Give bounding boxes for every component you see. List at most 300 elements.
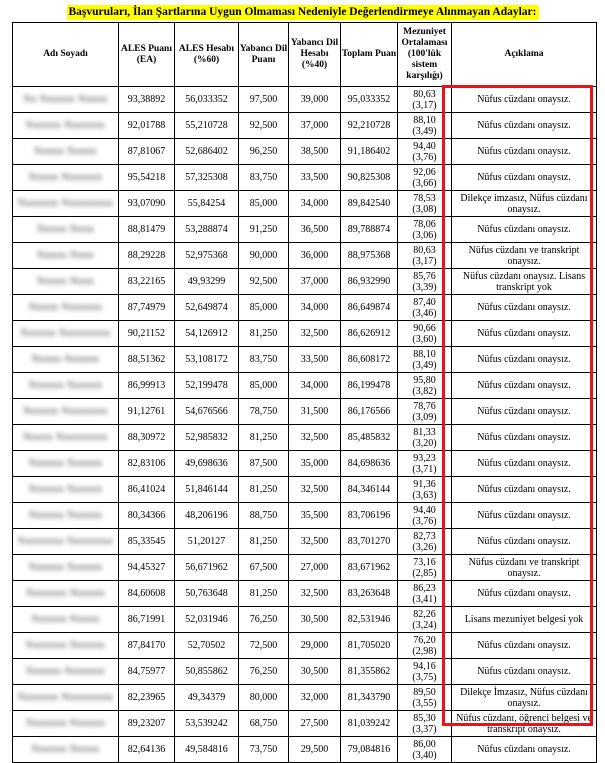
cell-lang: 92,500 (239, 113, 289, 139)
cell-name (13, 529, 119, 555)
cell-name (13, 555, 119, 581)
grad-100: 94,40 (413, 504, 436, 516)
cell-lang-40: 38,500 (289, 139, 341, 165)
cell-note: Nüfus cüzdanı onaysız. Lisans transkript yok (452, 269, 597, 295)
cell-total: 81,343790 (341, 685, 398, 711)
grad-100: 73,16 (413, 556, 436, 568)
header-lang-40: Yabancı Dil Hesabı (%40) (289, 23, 341, 87)
cell-ales-ea: 82,64136 (119, 737, 175, 763)
cell-note: Nüfus cüzdanı onaysız. (452, 425, 597, 451)
cell-lang-40: 34,000 (289, 295, 341, 321)
grad-4: (3,63) (412, 489, 437, 501)
cell-total: 92,210728 (341, 113, 398, 139)
cell-name (13, 347, 119, 373)
cell-note: Nüfus cüzdanı onaysız. (452, 113, 597, 139)
cell-grad (398, 659, 452, 685)
redacted-name: Nnnnn Nnnnnn (31, 354, 100, 365)
cell-lang-40: 36,500 (289, 217, 341, 243)
cell-total: 85,485832 (341, 425, 398, 451)
cell-note: Nüfus cüzdanı onaysız. (452, 529, 597, 555)
cell-lang: 96,250 (239, 139, 289, 165)
cell-total: 83,671962 (341, 555, 398, 581)
cell-ales-ea: 85,33545 (119, 529, 175, 555)
cell-lang: 83,750 (239, 347, 289, 373)
cell-ales-ea: 88,81479 (119, 217, 175, 243)
redacted-name: Nnnnnn Nnnnn (31, 614, 100, 625)
redacted-name: Nnnnnn Nnnnnnn (26, 666, 105, 677)
cell-lang: 85,000 (239, 191, 289, 217)
cell-total: 91,186402 (341, 139, 398, 165)
grad-4: (3,17) (412, 255, 437, 267)
grad-100: 86,23 (413, 582, 436, 594)
cell-lang-40: 33,500 (289, 347, 341, 373)
cell-ales-60: 52,199478 (175, 373, 239, 399)
grad-4: (3,40) (412, 749, 437, 761)
cell-grad (398, 685, 452, 711)
redacted-name: Nnnnn Nnnn (37, 276, 94, 287)
cell-ales-ea: 87,74979 (119, 295, 175, 321)
grad-100: 88,10 (413, 348, 436, 360)
cell-grad (398, 347, 452, 373)
cell-ales-60: 55,210728 (175, 113, 239, 139)
cell-grad (398, 139, 452, 165)
grad-100: 91,36 (413, 478, 436, 490)
cell-ales-60: 53,108172 (175, 347, 239, 373)
grad-4: (3,55) (412, 697, 437, 709)
cell-ales-ea: 88,30972 (119, 425, 175, 451)
cell-lang-40: 39,000 (289, 87, 341, 113)
cell-name (13, 217, 119, 243)
table-row (13, 659, 597, 685)
cell-grad (398, 607, 452, 633)
cell-ales-ea: 93,38892 (119, 87, 175, 113)
grad-100: 89,50 (413, 686, 436, 698)
cell-total: 81,039242 (341, 711, 398, 737)
cell-lang: 81,250 (239, 425, 289, 451)
table-row (13, 217, 597, 243)
cell-note: Nüfus cüzdanı onaysız. (452, 373, 597, 399)
cell-total: 86,649874 (341, 295, 398, 321)
table-row (13, 555, 597, 581)
grad-100: 90,66 (413, 322, 436, 334)
grad-4: (3,76) (412, 515, 437, 527)
cell-name (13, 269, 119, 295)
cell-ales-60: 52,70502 (175, 633, 239, 659)
cell-lang: 85,000 (239, 295, 289, 321)
cell-name (13, 711, 119, 737)
redacted-name: Nnnnn Nnnnn (34, 146, 97, 157)
grad-4: (2,98) (412, 645, 437, 657)
cell-lang: 81,250 (239, 477, 289, 503)
grad-4: (3,41) (412, 593, 437, 605)
redacted-name: Nnnnn Nnnnnnn (28, 302, 103, 313)
cell-ales-60: 50,763648 (175, 581, 239, 607)
cell-grad (398, 269, 452, 295)
cell-ales-ea: 83,22165 (119, 269, 175, 295)
cell-total: 84,698636 (341, 451, 398, 477)
grad-100: 76,20 (413, 634, 436, 646)
redacted-name: Nnnnnn Nnnnnn (28, 484, 103, 495)
cell-lang-40: 33,500 (289, 165, 341, 191)
grad-100: 87,40 (413, 296, 436, 308)
cell-grad (398, 399, 452, 425)
cell-note: Lisans mezuniyet belgesi yok (452, 607, 597, 633)
cell-total: 83,263648 (341, 581, 398, 607)
cell-lang-40: 34,000 (289, 373, 341, 399)
grad-4: (3,60) (412, 333, 437, 345)
cell-lang-40: 32,500 (289, 425, 341, 451)
grad-100: 80,63 (413, 244, 436, 256)
cell-name (13, 425, 119, 451)
grad-100: 94,40 (413, 140, 436, 152)
header-note: Açıklama (452, 23, 597, 87)
cell-ales-ea: 91,12761 (119, 399, 175, 425)
cell-lang: 78,750 (239, 399, 289, 425)
cell-ales-60: 50,855862 (175, 659, 239, 685)
grad-4: (3,46) (412, 307, 437, 319)
table-row (13, 529, 597, 555)
cell-lang-40: 27,500 (289, 711, 341, 737)
cell-lang: 83,750 (239, 165, 289, 191)
grad-100: 94,16 (413, 660, 436, 672)
cell-total: 90,825308 (341, 165, 398, 191)
cell-grad (398, 503, 452, 529)
cell-grad (398, 165, 452, 191)
redacted-name: Nnnnnn Nnnnnnn (26, 120, 105, 131)
table-row (13, 451, 597, 477)
cell-lang-40: 32,500 (289, 529, 341, 555)
cell-note: Nüfus cüzdanı ve transkript onaysız. (452, 555, 597, 581)
grad-4: (3,71) (412, 463, 437, 475)
grad-4: (3,24) (412, 619, 437, 631)
redacted-name: Nnnnnn Nnnnnn (28, 510, 103, 521)
table-row (13, 477, 597, 503)
table-row (13, 87, 597, 113)
grad-100: 81,33 (413, 426, 436, 438)
cell-total: 89,842540 (341, 191, 398, 217)
cell-grad (398, 87, 452, 113)
cell-lang-40: 32,500 (289, 321, 341, 347)
redacted-name: Nnnnnn Nnnnnn (28, 380, 103, 391)
cell-ales-60: 48,206196 (175, 503, 239, 529)
redacted-name: Nnnnnnn Nnnnnn (26, 588, 105, 599)
cell-note: Dilekçe imzasız, Nüfus cüzdanı onaysız. (452, 191, 597, 217)
cell-grad (398, 529, 452, 555)
cell-lang-40: 27,000 (289, 555, 341, 581)
redacted-name: Nnnnnnn Nnnnnnnnn (17, 692, 114, 703)
cell-ales-ea: 90,21152 (119, 321, 175, 347)
grad-4: (3,49) (412, 125, 437, 137)
cell-grad (398, 581, 452, 607)
cell-note: Nüfus cüzdanı onaysız. (452, 399, 597, 425)
table-row (13, 425, 597, 451)
cell-ales-ea: 95,54218 (119, 165, 175, 191)
cell-ales-ea: 82,23965 (119, 685, 175, 711)
cell-lang: 85,000 (239, 373, 289, 399)
grad-4: (3,09) (412, 411, 437, 423)
grad-4: (3,76) (412, 151, 437, 163)
redacted-name: Nnnnnn Nnnnnnnnn (20, 328, 111, 339)
cell-total: 79,084816 (341, 737, 398, 763)
header-lang: Yabancı Dil Puanı (239, 23, 289, 87)
cell-name (13, 139, 119, 165)
cell-lang-40: 32,500 (289, 477, 341, 503)
grad-4: (3,49) (412, 359, 437, 371)
grad-4: (3,66) (412, 177, 437, 189)
cell-grad (398, 451, 452, 477)
cell-lang-40: 37,000 (289, 113, 341, 139)
cell-total: 86,176566 (341, 399, 398, 425)
cell-total: 81,705020 (341, 633, 398, 659)
cell-lang-40: 30,500 (289, 607, 341, 633)
cell-lang-40: 30,500 (289, 659, 341, 685)
cell-ales-60: 52,975368 (175, 243, 239, 269)
redacted-name: Nnnnnn Nnnnnn (28, 458, 103, 469)
cell-lang: 67,500 (239, 555, 289, 581)
grad-4: (3,82) (412, 385, 437, 397)
cell-ales-60: 55,84254 (175, 191, 239, 217)
grad-100: 78,53 (413, 192, 436, 204)
cell-grad (398, 295, 452, 321)
cell-lang-40: 34,000 (289, 191, 341, 217)
cell-grad (398, 243, 452, 269)
redacted-name: Nnnnn Nnnnnnn (28, 172, 103, 183)
title-container (0, 2, 605, 20)
cell-total: 95,033352 (341, 87, 398, 113)
cell-grad (398, 737, 452, 763)
cell-ales-60: 52,031946 (175, 607, 239, 633)
cell-grad (398, 633, 452, 659)
cell-grad (398, 373, 452, 399)
header-total: Toplam Puan (341, 23, 398, 87)
redacted-name: Nnnnnn Nnnnnnnn (23, 406, 108, 417)
table-row (13, 321, 597, 347)
cell-ales-60: 52,985832 (175, 425, 239, 451)
table-row (13, 165, 597, 191)
cell-note: Nüfus cüzdanı onaysız. (452, 451, 597, 477)
cell-note: Nüfus cüzdanı onaysız. (452, 217, 597, 243)
cell-ales-60: 54,676566 (175, 399, 239, 425)
table-row (13, 633, 597, 659)
cell-total: 81,355862 (341, 659, 398, 685)
cell-ales-ea: 87,84170 (119, 633, 175, 659)
cell-total: 86,608172 (341, 347, 398, 373)
cell-lang: 73,750 (239, 737, 289, 763)
cell-ales-60: 49,698636 (175, 451, 239, 477)
cell-ales-60: 56,671962 (175, 555, 239, 581)
cell-ales-ea: 94,45327 (119, 555, 175, 581)
header-name: Adı Soyadı (13, 23, 119, 87)
grad-100: 78,06 (413, 218, 436, 230)
grad-100: 78,76 (413, 400, 436, 412)
grad-4: (3,26) (412, 541, 437, 553)
cell-note: Nüfus cüzdanı onaysız. (452, 581, 597, 607)
cell-grad (398, 555, 452, 581)
redacted-name: Nnnnnnnn Nnnnnnnn (17, 536, 114, 547)
cell-lang: 91,250 (239, 217, 289, 243)
table-row (13, 373, 597, 399)
cell-grad (398, 321, 452, 347)
table-row (13, 685, 597, 711)
grad-100: 85,76 (413, 270, 436, 282)
header-ales-ea: ALES Puanı (EA) (119, 23, 175, 87)
cell-name (13, 113, 119, 139)
table-row (13, 607, 597, 633)
cell-note: Nüfus cüzdanı onaysız. (452, 737, 597, 763)
cell-lang: 76,250 (239, 659, 289, 685)
cell-name (13, 659, 119, 685)
cell-name (13, 633, 119, 659)
grad-4: (3,06) (412, 229, 437, 241)
cell-name (13, 373, 119, 399)
cell-name (13, 243, 119, 269)
cell-note: Nüfus cüzdanı, öğrenci belgesi ve transkript onaysız. (452, 711, 597, 737)
cell-note: Nüfus cüzdanı onaysız. (452, 503, 597, 529)
cell-name (13, 607, 119, 633)
table-row (13, 711, 597, 737)
cell-lang-40: 37,000 (289, 269, 341, 295)
table-row (13, 737, 597, 763)
cell-grad (398, 711, 452, 737)
cell-total: 86,932990 (341, 269, 398, 295)
cell-ales-ea: 87,81067 (119, 139, 175, 165)
cell-lang-40: 32,000 (289, 685, 341, 711)
cell-ales-ea: 82,83106 (119, 451, 175, 477)
cell-lang-40: 29,000 (289, 633, 341, 659)
cell-lang: 81,250 (239, 529, 289, 555)
cell-ales-ea: 88,29228 (119, 243, 175, 269)
redacted-name: Nnnnnnn Nnnnnn (26, 718, 105, 729)
cell-note: Nüfus cüzdanı onaysız. (452, 139, 597, 165)
cell-grad (398, 425, 452, 451)
grad-4: (3,37) (412, 723, 437, 735)
header-grad: Mezuniyet Ortalaması (100'lük sistem karşılığı) (398, 23, 452, 87)
table-row (13, 295, 597, 321)
cell-total: 89,788874 (341, 217, 398, 243)
cell-name (13, 477, 119, 503)
cell-note: Nüfus cüzdanı onaysız. (452, 321, 597, 347)
grad-100: 93,23 (413, 452, 436, 464)
grad-100: 92,06 (413, 166, 436, 178)
cell-grad (398, 191, 452, 217)
cell-name (13, 295, 119, 321)
cell-name (13, 321, 119, 347)
cell-ales-ea: 89,23207 (119, 711, 175, 737)
cell-note: Nüfus cüzdanı onaysız. (452, 347, 597, 373)
cell-note: Nüfus cüzdanı onaysız. (452, 165, 597, 191)
cell-total: 82,531946 (341, 607, 398, 633)
cell-total: 83,701270 (341, 529, 398, 555)
cell-name (13, 737, 119, 763)
cell-name (13, 581, 119, 607)
cell-lang: 68,750 (239, 711, 289, 737)
cell-grad (398, 113, 452, 139)
cell-lang-40: 35,000 (289, 451, 341, 477)
cell-ales-60: 54,126912 (175, 321, 239, 347)
grad-4: (2,85) (412, 567, 437, 579)
cell-total: 86,199478 (341, 373, 398, 399)
cell-note: Nüfus cüzdanı onaysız. (452, 295, 597, 321)
cell-name (13, 87, 119, 113)
cell-lang: 90,000 (239, 243, 289, 269)
redacted-name: Nnnnn Nnnn (37, 250, 94, 261)
applicants-table (12, 22, 597, 763)
cell-lang: 92,500 (239, 269, 289, 295)
redacted-name: Nnnnnnn Nnnnnnnnn (17, 198, 114, 209)
page-title: Başvuruları, İlan Şartlarına Uygun Olmaması Nedeniyle Değerlendirmeye Alınmayan Adaylar: (68, 6, 537, 18)
cell-ales-ea: 93,07090 (119, 191, 175, 217)
redacted-name: Nnnnn Nnnnnnnnn (23, 432, 108, 443)
cell-ales-ea: 86,99913 (119, 373, 175, 399)
grad-100: 95,80 (413, 374, 436, 386)
cell-lang-40: 35,500 (289, 503, 341, 529)
cell-note: Nüfus cüzdanı onaysız. (452, 477, 597, 503)
cell-ales-60: 53,288874 (175, 217, 239, 243)
cell-ales-60: 52,649874 (175, 295, 239, 321)
cell-ales-60: 52,686402 (175, 139, 239, 165)
cell-grad (398, 217, 452, 243)
cell-ales-60: 49,93299 (175, 269, 239, 295)
cell-name (13, 503, 119, 529)
grad-100: 82,73 (413, 530, 436, 542)
cell-ales-60: 49,34379 (175, 685, 239, 711)
cell-name (13, 399, 119, 425)
cell-name (13, 191, 119, 217)
cell-ales-ea: 86,41024 (119, 477, 175, 503)
cell-ales-ea: 88,51362 (119, 347, 175, 373)
grad-100: 88,10 (413, 114, 436, 126)
table-row (13, 191, 597, 217)
cell-name (13, 451, 119, 477)
cell-note: Dilekçe İmzasız, Nüfus cüzdanı onaysız. (452, 685, 597, 711)
header-ales-60: ALES Hesabı (%60) (175, 23, 239, 87)
cell-ales-60: 51,846144 (175, 477, 239, 503)
cell-note: Nüfus cüzdanı ve transkript onaysız. (452, 243, 597, 269)
cell-lang: 72,500 (239, 633, 289, 659)
grad-100: 86,00 (413, 738, 436, 750)
cell-note: Nüfus cüzdanı onaysız. (452, 87, 597, 113)
grad-4: (3,75) (412, 671, 437, 683)
cell-lang: 87,500 (239, 451, 289, 477)
cell-ales-60: 57,325308 (175, 165, 239, 191)
cell-lang: 88,750 (239, 503, 289, 529)
cell-ales-ea: 84,60608 (119, 581, 175, 607)
grad-100: 82,26 (413, 608, 436, 620)
cell-ales-60: 49,584816 (175, 737, 239, 763)
grad-100: 80,63 (413, 88, 436, 100)
grad-4: (3,20) (412, 437, 437, 449)
grad-4: (3,17) (412, 99, 437, 111)
cell-lang: 80,000 (239, 685, 289, 711)
cell-total: 83,706196 (341, 503, 398, 529)
cell-ales-ea: 84,75977 (119, 659, 175, 685)
grad-100: 85,30 (413, 712, 436, 724)
cell-total: 88,975368 (341, 243, 398, 269)
cell-ales-ea: 80,34366 (119, 503, 175, 529)
table-row (13, 347, 597, 373)
cell-ales-60: 51,20127 (175, 529, 239, 555)
cell-ales-60: 53,539242 (175, 711, 239, 737)
cell-ales-ea: 86,71991 (119, 607, 175, 633)
cell-name (13, 685, 119, 711)
redacted-name: Nnnnnn Nnnnn (31, 744, 100, 755)
table-row (13, 399, 597, 425)
grad-4: (3,08) (412, 203, 437, 215)
table-row (13, 503, 597, 529)
table-row (13, 113, 597, 139)
cell-grad (398, 477, 452, 503)
cell-total: 86,626912 (341, 321, 398, 347)
